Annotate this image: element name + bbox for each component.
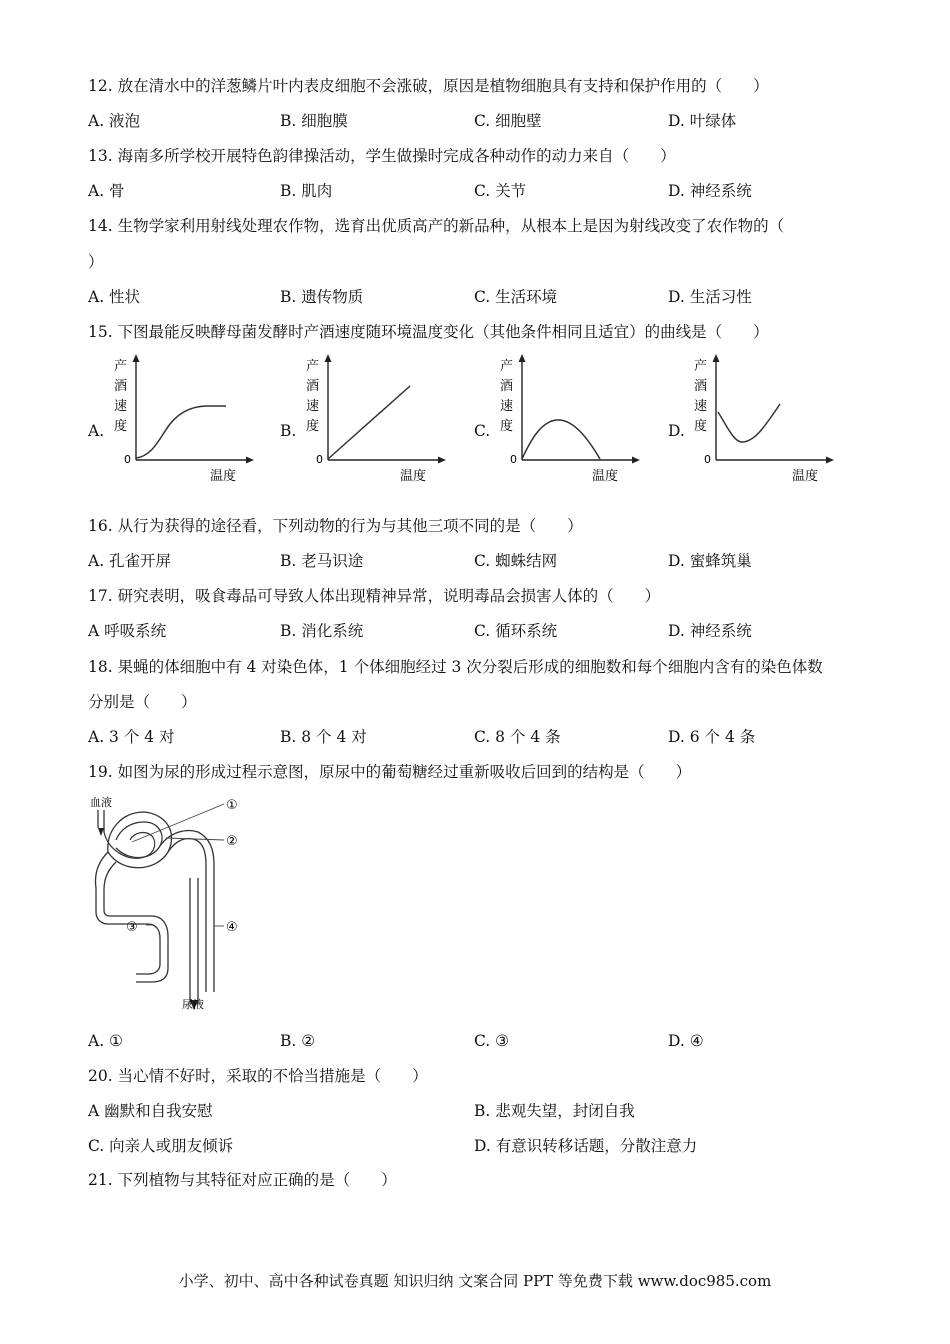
q15-d-origin: 0 xyxy=(704,453,711,466)
q15-d-xlabel: 温度 xyxy=(792,469,819,484)
marker-2: ② xyxy=(226,834,238,849)
q19-option-d: D. ④ xyxy=(668,1032,704,1050)
q15-d-ylabel-2: 酒 xyxy=(694,379,708,394)
q12-option-d: D. 叶绿体 xyxy=(668,112,737,130)
q15-c-ylabel-2: 酒 xyxy=(500,379,514,394)
q20-option-a: A 幽默和自我安慰 xyxy=(88,1102,213,1120)
q15-a-xlabel: 温度 xyxy=(210,469,237,484)
q18-option-d: D. 6 个 4 条 xyxy=(668,728,756,746)
q17-stem: 17. 研究表明，吸食毒品可导致人体出现精神异常，说明毒品会损害人体的（ ） xyxy=(88,587,661,605)
q15-b-ylabel-2: 酒 xyxy=(306,379,320,394)
q16-option-a: A. 孔雀开屏 xyxy=(88,552,172,570)
q17-option-c: C. 循环系统 xyxy=(474,622,558,640)
q15-c-ylabel-4: 度 xyxy=(500,419,514,434)
q15-c-ylabel-3: 速 xyxy=(500,399,514,414)
q20-option-b: B. 悲观失望，封闭自我 xyxy=(474,1102,635,1120)
q15-d-ylabel-3: 速 xyxy=(694,399,708,414)
q15-a-ylabel-1: 产 xyxy=(114,359,128,374)
q15-a-ylabel-3: 速 xyxy=(114,399,128,414)
q14-stem: 14. 生物学家利用射线处理农作物，选育出优质高产的新品种，从根本上是因为射线改变了农作物的（ xyxy=(88,217,785,235)
q20-option-c: C. 向亲人或朋友倾诉 xyxy=(88,1137,234,1155)
q15-c-ylabel-1: 产 xyxy=(500,359,514,374)
q14-option-d: D. 生活习性 xyxy=(668,288,752,306)
q16-stem: 16. 从行为获得的途径看，下列动物的行为与其他三项不同的是（ ） xyxy=(88,517,583,535)
q16-option-c: C. 蜘蛛结网 xyxy=(474,552,558,570)
q17-option-b: B. 消化系统 xyxy=(280,622,364,640)
q16-option-d: D. 蜜蜂筑巢 xyxy=(668,552,752,570)
q15-d-ylabel-1: 产 xyxy=(694,359,708,374)
q14-option-c: C. 生活环境 xyxy=(474,288,558,306)
q14-stem-continued: ） xyxy=(88,253,104,271)
q18-option-b: B. 8 个 4 对 xyxy=(280,728,367,746)
q15-a-origin: 0 xyxy=(124,453,131,466)
q15-c-xlabel: 温度 xyxy=(592,469,619,484)
q15-graph-d xyxy=(688,352,838,484)
q19-option-b: B. ② xyxy=(280,1032,316,1050)
q15-stem: 15. 下图最能反映酵母菌发酵时产酒速度随环境温度变化（其他条件相同且适宜）的曲线是（ ） xyxy=(88,323,769,341)
marker-3: ③ xyxy=(126,920,138,935)
q15-label-b: B. xyxy=(280,422,297,440)
q15-a-ylabel-2: 酒 xyxy=(114,379,128,394)
q15-d-ylabel-4: 度 xyxy=(694,419,708,434)
q12-option-a: A. 液泡 xyxy=(88,112,141,130)
q14-option-a: A. 性状 xyxy=(88,288,141,306)
q21-stem: 21. 下列植物与其特征对应正确的是（ ） xyxy=(88,1171,397,1189)
marker-1: ① xyxy=(226,798,238,813)
q17-option-a: A 呼吸系统 xyxy=(88,622,167,640)
q14-option-b: B. 遗传物质 xyxy=(280,288,364,306)
q15-b-ylabel-4: 度 xyxy=(306,419,320,434)
q16-option-b: B. 老马识途 xyxy=(280,552,364,570)
q13-option-b: B. 肌肉 xyxy=(280,182,333,200)
q15-label-a: A. xyxy=(88,422,105,440)
q15-a-ylabel-4: 度 xyxy=(114,419,128,434)
nephron-diagram xyxy=(86,792,256,1014)
q18-option-c: C. 8 个 4 条 xyxy=(474,728,561,746)
q12-option-b: B. 细胞膜 xyxy=(280,112,348,130)
q15-b-xlabel: 温度 xyxy=(400,469,427,484)
blood-label: 血液 xyxy=(90,796,112,809)
q13-option-a: A. 骨 xyxy=(88,182,125,200)
q19-stem: 19. 如图为尿的形成过程示意图，原尿中的葡萄糖经过重新吸收后回到的结构是（ ） xyxy=(88,763,692,781)
q12-option-c: C. 细胞壁 xyxy=(474,112,542,130)
q15-b-ylabel-1: 产 xyxy=(306,359,320,374)
q15-label-d: D. xyxy=(668,422,685,440)
urine-label: 尿液 xyxy=(182,998,204,1011)
page-footer: 小学、初中、高中各种试卷真题 知识归纳 文案合同 PPT 等免费下载 www.doc985.com xyxy=(178,1272,772,1290)
q18-stem: 18. 果蝇的体细胞中有 4 对染色体，1 个体细胞经过 3 次分裂后形成的细胞数和每个细胞内含有的染色体数 xyxy=(88,658,823,676)
q13-option-d: D. 神经系统 xyxy=(668,182,752,200)
q20-stem: 20. 当心情不好时，采取的不恰当措施是（ ） xyxy=(88,1067,428,1085)
q15-b-origin: 0 xyxy=(316,453,323,466)
q13-stem: 13. 海南多所学校开展特色韵律操活动，学生做操时完成各种动作的动力来自（ ） xyxy=(88,147,676,165)
q15-c-origin: 0 xyxy=(510,453,517,466)
q20-option-d: D. 有意识转移话题，分散注意力 xyxy=(474,1137,698,1155)
q18-option-a: A. 3 个 4 对 xyxy=(88,728,175,746)
q19-option-a: A. ① xyxy=(88,1032,123,1050)
marker-4: ④ xyxy=(226,920,238,935)
q15-b-ylabel-3: 速 xyxy=(306,399,320,414)
q15-graph-a xyxy=(108,352,258,484)
q12-stem: 12. 放在清水中的洋葱鳞片叶内表皮细胞不会涨破，原因是植物细胞具有支持和保护作用的（ ） xyxy=(88,77,769,95)
q15-graph-c xyxy=(494,352,644,484)
q13-option-c: C. 关节 xyxy=(474,182,527,200)
q17-option-d: D. 神经系统 xyxy=(668,622,752,640)
q15-label-c: C. xyxy=(474,422,491,440)
q18-stem-continued: 分别是（ ） xyxy=(88,693,197,711)
q15-graph-b xyxy=(300,352,450,484)
q19-option-c: C. ③ xyxy=(474,1032,510,1050)
